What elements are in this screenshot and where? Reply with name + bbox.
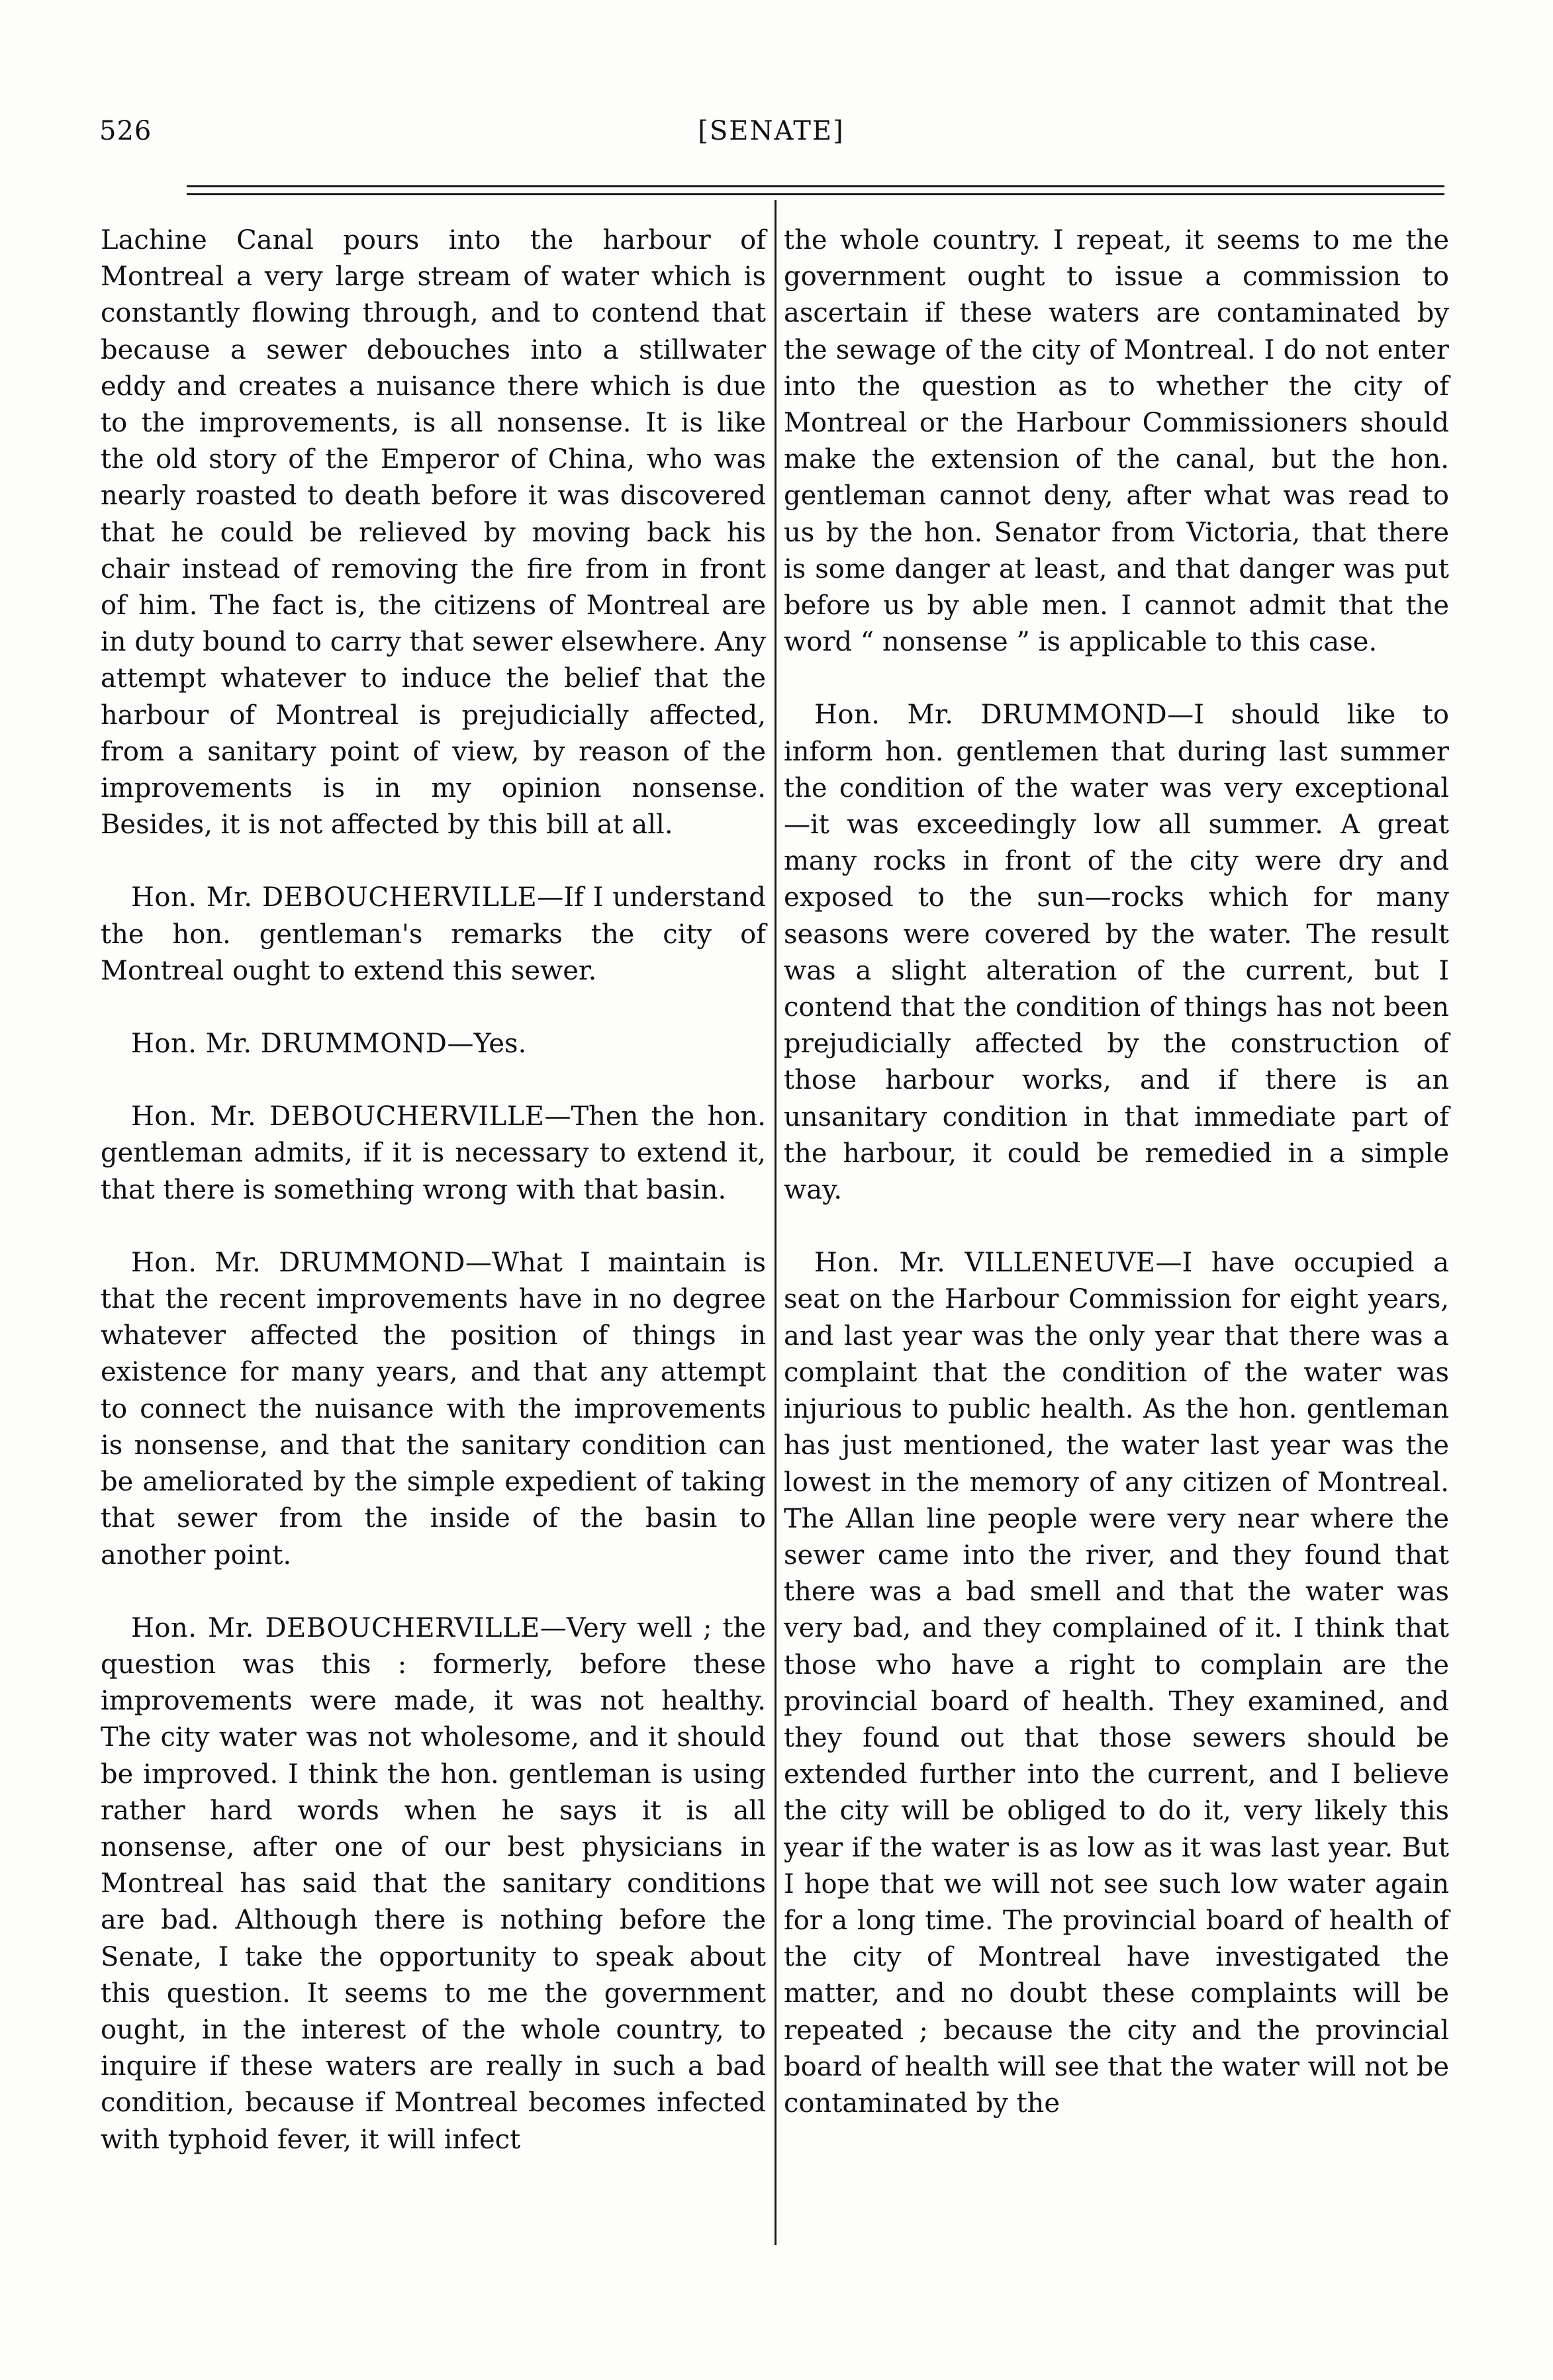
speaker-name: Hon. Mr. DRUMMOND: [814, 700, 1168, 731]
speech: [101, 1610, 766, 2158]
speaker-name: Hon. Mr. DEBOUCHERVILLE: [131, 882, 538, 913]
speech-text: —Very well ; the question was this : formerly, before these improvements were made, it was not healthy. The city water was not wholesome, and it should be improved. I think the hon. gentleman is using rather hard words when he says it is all nonsense, after one of our best physicians in Montreal has said that the sanitary conditions are bad. Although there is nothing before the Senate, I take the opportunity to speak about this question. It seems to me the government ought, in the interest of the whole country, to inquire if these waters are really in such a bad condition, because if Montreal becomes infected with typhoid fever, it will infect: [101, 1612, 766, 2155]
header-rule-bottom: [187, 193, 1444, 195]
speaker-name: Hon. Mr. VILLENEUVE: [814, 1248, 1156, 1279]
speech-text: —Then the hon. gentleman admits, if it is necessary to extend it, that there is something wrong with that basin.: [101, 1101, 766, 1205]
speech-text: —What I maintain is that the recent improvements have in no degree whatever affected the position of things in existence for many years, and that any attempt to connect the nuisance with the improvements is nonsense, and that the sanitary condition can be ameliorated by the simple expedient of taking that sewer from the inside of the basin to another point.: [101, 1247, 766, 1571]
speech-text: —Yes.: [447, 1029, 527, 1060]
running-head: [SENATE]: [698, 116, 845, 146]
speech: [784, 697, 1449, 1209]
speech-text: —I have occupied a seat on the Harbour Commission for eight years, and last year was the only year that there was a complaint that the condition of the water was injurious to public health. As the hon. gentleman has just mentioned, the water last year was the lowest in the memory of any citizen of Montreal. The Allan line people were very near where the sewer came into the river, and they found that there was a bad smell and that the water was very bad, and they complained of it. I think that those who have a right to complain are the provincial board of health. They examined, and they found out that those sewers should be extended further into the current, and I believe the city will be obliged to do it, very likely this year if the water is as low as it was last year. But I hope that we will not see such low water again for a long time. The provincial board of health of the city of Montreal have investigated the matter, and no doubt these complaints will be repeated ; because the city and the provincial board of health will see that the water will not be contaminated by the: [784, 1248, 1449, 2119]
right-column: [784, 222, 1449, 2158]
paragraph: [101, 222, 766, 843]
paragraph-text: the whole country. I repeat, it seems to me the government ought to issue a commission to ascertain if these waters are contaminated by the sewage of the city of Montreal. I do not enter into the question as to whether the city of Montreal or the Harbour Commissioners should make the extension of the canal, but the hon. gentleman cannot deny, after what was read to us by the hon. Senator from Victoria, that there is some danger at least, and that danger was put before us by able men. I cannot admit that the word “ nonsense ” is applicable to this case.: [784, 225, 1449, 658]
speech: [784, 1245, 1449, 2122]
speaker-name: Hon. Mr. DRUMMOND: [131, 1247, 465, 1278]
page-header: [99, 111, 1443, 151]
speaker-name: Hon. Mr. DRUMMOND: [131, 1029, 447, 1060]
paragraph-text: Lachine Canal pours into the harbour of Montreal a very large stream of water which is constantly flowing through, and to contend that because a sewer debouches into a stillwater eddy and creates a nuisance there which is due to the improvements, is all nonsense. It is like the old story of the Emperor of China, who was nearly roasted to death before it was discovered that he could be relieved by moving back his chair instead of removing the fire from in front of him. The fact is, the citizens of Montreal are in duty bound to carry that sewer elsewhere. Any attempt whatever to induce the belief that the harbour of Montreal is prejudicially affected, from a sanitary point of view, by reason of the improvements is in my opinion nonsense. Besides, it is not affected by this bill at all.: [101, 225, 766, 841]
speech: [101, 1026, 766, 1062]
speech: [101, 1245, 766, 1574]
speech-text: —If I understand the hon. gentleman's remarks the city of Montreal ought to extend this sewer.: [101, 882, 766, 986]
speaker-name: Hon. Mr. DEBOUCHERVILLE: [131, 1612, 540, 1643]
paragraph: [784, 222, 1449, 661]
speaker-name: Hon. Mr. DEBOUCHERVILLE: [131, 1101, 545, 1132]
column-divider: [775, 200, 776, 2245]
left-column: [101, 222, 766, 2195]
page-number: 526: [99, 116, 152, 146]
speech: [101, 880, 766, 989]
speech: [101, 1099, 766, 1209]
header-rule-top: [187, 185, 1444, 187]
speech-text: —I should like to inform hon. gentlemen that during last summer the condition of the water was very exceptional—it was exceedingly low all summer. A great many rocks in front of the city were dry and exposed to the sun—rocks which for many seasons were covered by the water. The result was a slight alteration of the current, but I contend that the condition of things has not been prejudicially affected by the construction of those harbour works, and if there is an unsanitary condition in that immediate part of the harbour, it could be remedied in a simple way.: [784, 700, 1449, 1206]
